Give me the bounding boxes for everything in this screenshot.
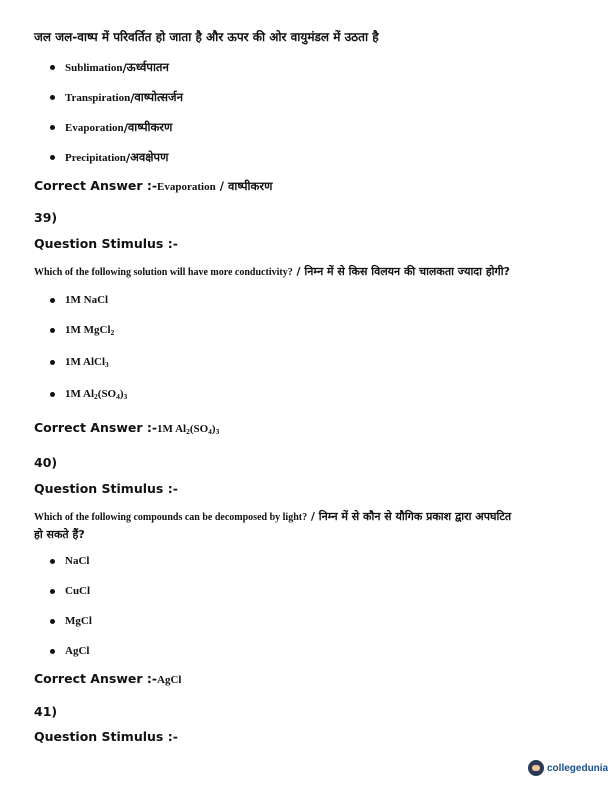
answer-label: Correct Answer :- — [34, 178, 158, 193]
option-text: CuCl — [65, 585, 91, 597]
option-separator: / — [130, 90, 135, 105]
q38-option-1 — [50, 60, 169, 75]
q40-option-4 — [50, 645, 89, 657]
question-separator: / — [307, 510, 319, 523]
bullet-icon — [50, 649, 55, 654]
option-hi: ऊर्ध्वपातन — [126, 60, 169, 74]
question-separator: / — [292, 265, 305, 278]
bullet-icon — [50, 125, 55, 130]
logo-text: collegedunia — [547, 762, 609, 774]
option-text: MgCl — [65, 615, 92, 627]
option-hi: वाष्पोत्सर्जन — [134, 90, 183, 104]
question-en: Which of the following compounds can be decomposed by light? — [34, 512, 308, 523]
option-separator: / — [123, 120, 128, 135]
q40-number: 40) — [34, 455, 58, 470]
answer-label: Correct Answer :- — [34, 420, 158, 435]
bullet-icon — [50, 392, 55, 397]
option-en: Evaporation — [65, 121, 124, 134]
option-separator: / — [122, 60, 127, 75]
q39-question-text — [34, 262, 579, 280]
q41-number: 41) — [34, 704, 58, 719]
q40-option-3 — [50, 615, 92, 627]
option-en: Transpiration — [65, 91, 131, 104]
option-text: AgCl — [65, 645, 90, 657]
q40-stimulus-label: Question Stimulus :- — [34, 481, 178, 496]
q40-option-1 — [50, 555, 89, 567]
question-hi-line1: निम्न में से कौन से यौगिक प्रकाश द्वारा अपघटित — [318, 510, 512, 523]
bullet-icon — [50, 589, 55, 594]
mascot-icon — [528, 760, 544, 776]
q39-correct-answer — [34, 420, 219, 435]
option-text: 1M MgCl$_2$ — [65, 324, 115, 337]
bullet-icon — [50, 298, 55, 303]
answer-label: Correct Answer :- — [34, 671, 158, 686]
q38-option-4 — [50, 150, 168, 165]
option-en: Precipitation — [65, 151, 126, 164]
q39-stimulus-label: Question Stimulus :- — [34, 236, 178, 251]
bullet-icon — [50, 559, 55, 564]
option-text: 1M AlCl$_3$ — [65, 356, 109, 369]
q38-correct-answer — [34, 178, 272, 194]
q40-correct-answer — [34, 671, 182, 686]
answer-value: AgCl — [157, 674, 182, 686]
q39-number: 39) — [34, 210, 58, 225]
answer-en: Evaporation — [157, 181, 216, 193]
option-hi: अवक्षेपण — [130, 150, 169, 164]
answer-hi: वाष्पीकरण — [227, 179, 273, 193]
q39-option-3 — [50, 356, 109, 368]
option-text: 1M $Al_2(SO_4)_3$ — [65, 388, 128, 401]
bullet-icon — [50, 328, 55, 333]
bullet-icon — [50, 360, 55, 365]
option-separator: / — [125, 150, 131, 165]
question-hi: निम्न में से किस विलयन की चालकता ज्यादा होगी? — [304, 265, 510, 278]
q40-question-text — [34, 507, 579, 542]
answer-separator: / — [215, 179, 228, 193]
q38-option-2 — [50, 90, 183, 105]
q38-option-3 — [50, 120, 172, 135]
bullet-icon — [50, 95, 55, 100]
option-hi: वाष्पीकरण — [127, 120, 173, 134]
question-38-text-continuation: जल जल-वाष्प में परिवर्तित हो जाता है और ऊपर की ओर वायुमंडल में उठता है — [34, 30, 379, 44]
bullet-icon — [50, 155, 55, 160]
question-en: Which of the following solution will have more conductivity? — [34, 267, 293, 278]
question-hi-line2: हो सकते हैं? — [34, 528, 85, 541]
q39-option-2 — [50, 324, 114, 336]
bullet-icon — [50, 619, 55, 624]
q40-option-2 — [50, 585, 90, 597]
bullet-icon — [50, 65, 55, 70]
option-text: NaCl — [65, 555, 90, 567]
option-en: Sublimation — [65, 61, 123, 74]
q39-option-1 — [50, 294, 108, 306]
q39-option-4 — [50, 388, 127, 400]
q41-stimulus-label: Question Stimulus :- — [34, 729, 178, 744]
option-text: 1M NaCl — [65, 294, 109, 306]
answer-value: 1M $Al_2(SO_4)_3$ — [157, 423, 220, 436]
collegedunia-logo — [528, 760, 608, 776]
